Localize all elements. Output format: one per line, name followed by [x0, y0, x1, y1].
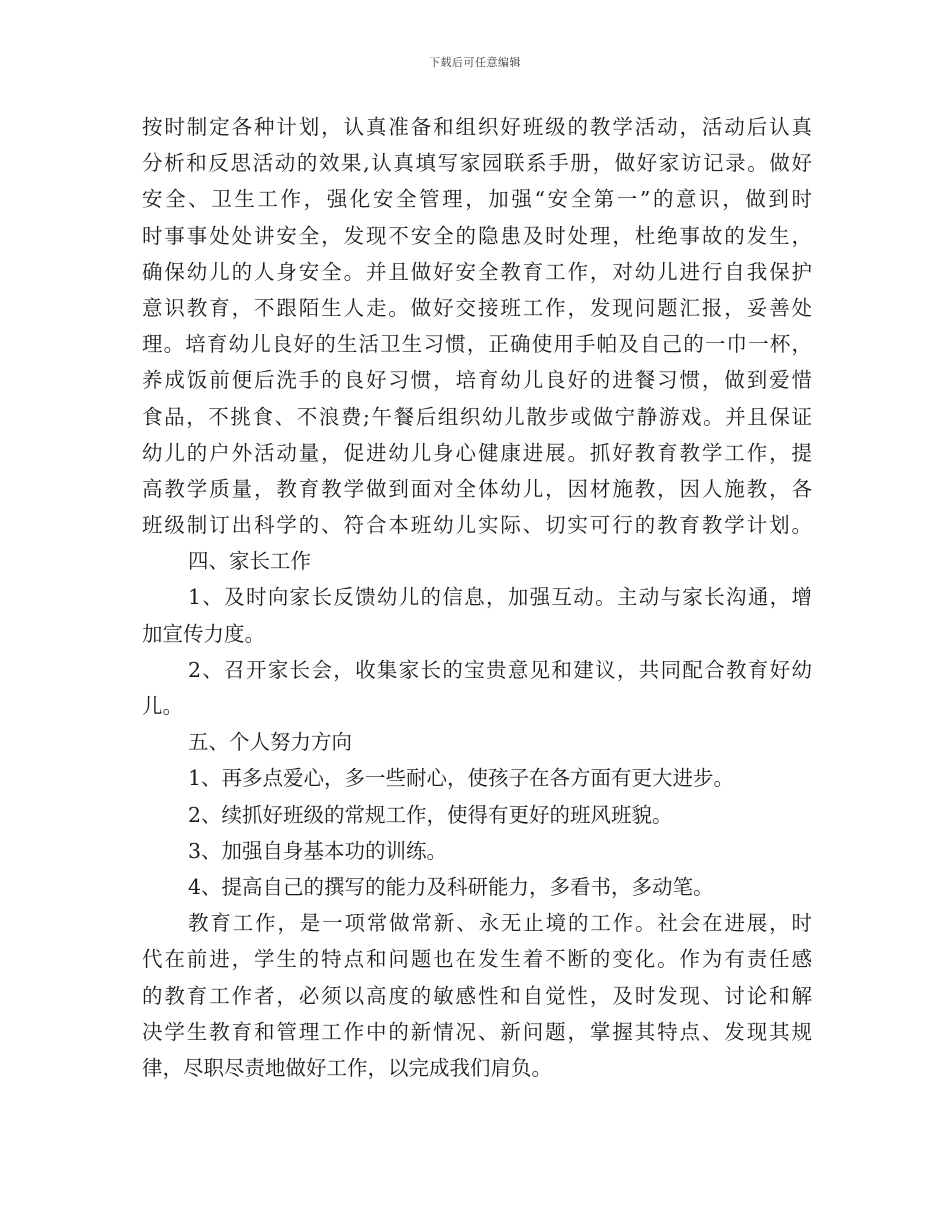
text-line: 理。培育幼儿良好的生活卫生习惯，正确使用手帕及自己的一巾一杯， [142, 332, 812, 357]
text-line: 教育工作，是一项常做常新、永无止境的工作。社会在进展，时 [188, 911, 812, 936]
text-line: 时事事处处讲安全，发现不安全的隐患及时处理，杜绝事故的发生， [142, 223, 812, 248]
page-header-note: 下载后可任意编辑 [429, 56, 521, 69]
text-line: 2、召开家长会，收集家长的宝贵意见和建议，共同配合教育好幼 [188, 657, 812, 682]
text-line: 班级制订出科学的、符合本班幼儿实际、切实可行的教育教学计划。 [142, 513, 812, 538]
text-line: 1、再多点爱心，多一些耐心，使孩子在各方面有更大进步。 [188, 766, 735, 791]
text-line: 食品，不挑食、不浪费;午餐后组织幼儿散步或做宁静游戏。并且保证 [142, 404, 812, 429]
text-line: 律，尽职尽责地做好工作，以完成我们肩负。 [142, 1055, 552, 1080]
text-line: 代在前进，学生的特点和问题也在发生着不断的变化。作为有责任感 [142, 947, 812, 972]
document-body [142, 109, 812, 1086]
text-line: 儿。 [142, 694, 183, 718]
text-line: 意识教育，不跟陌生人走。做好交接班工作，发现问题汇报，妥善处 [142, 295, 812, 320]
text-line: 四、家长工作 [188, 549, 311, 574]
text-line: 确保幼儿的人身安全。并且做好安全教育工作，对幼儿进行自我保护 [142, 259, 812, 284]
text-line: 加宣传力度。 [142, 621, 265, 646]
text-line: 1、及时向家长反馈幼儿的信息，加强互动。主动与家长沟通，增 [188, 585, 812, 610]
text-line: 幼儿的户外活动量，促进幼儿身心健康进展。抓好教育教学工作，提 [142, 440, 812, 465]
text-line: 决学生教育和管理工作中的新情况、新问题，掌握其特点、发现其规 [142, 1019, 812, 1044]
text-line: 4、提高自己的撰写的能力及科研能力，多看书，多动笔。 [188, 874, 714, 899]
text-line: 的教育工作者，必须以高度的敏感性和自觉性，及时发现、讨论和解 [142, 983, 812, 1008]
text-line: 分析和反思活动的效果,认真填写家园联系手册，做好家访记录。做好 [142, 151, 812, 176]
text-line: 3、加强自身基本功的训练。 [188, 838, 448, 863]
text-line: 养成饭前便后洗手的良好习惯，培育幼儿良好的进餐习惯，做到爱惜 [142, 368, 812, 393]
text-line: 高教学质量，教育教学做到面对全体幼儿，因材施教，因人施教，各 [142, 476, 812, 501]
text-line: 2、续抓好班级的常规工作，使得有更好的班风班貌。 [188, 802, 673, 827]
text-line: 安全、卫生工作，强化安全管理，加强“安全第一”的意识，做到时 [142, 187, 812, 212]
text-line: 按时制定各种计划，认真准备和组织好班级的教学活动，活动后认真 [142, 115, 812, 139]
text-line: 五、个人努力方向 [188, 730, 352, 755]
